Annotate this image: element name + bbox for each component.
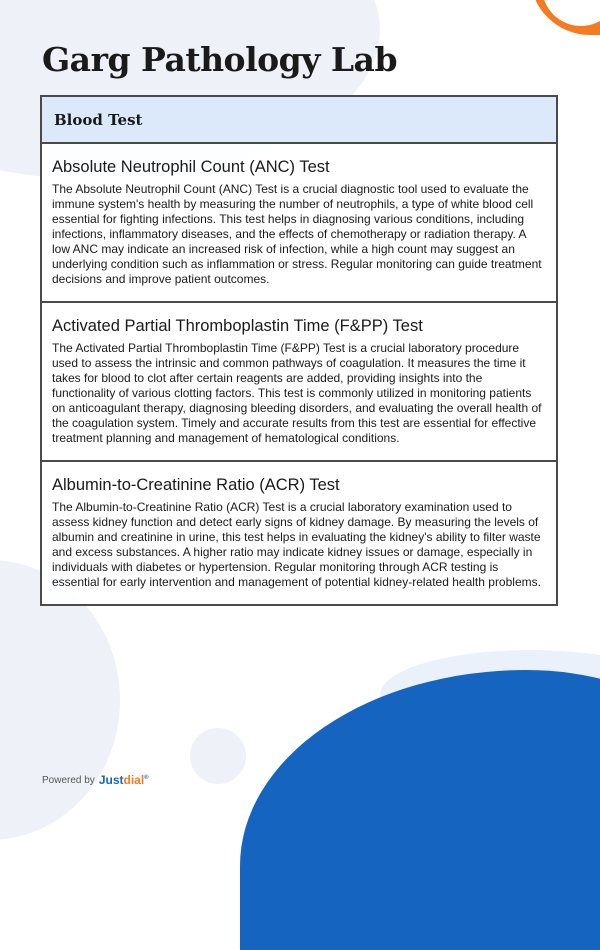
page-title: Garg Pathology Lab [42,40,398,79]
brand-accent: dial [123,773,145,787]
background-wave [240,670,600,950]
test-name: Absolute Neutrophil Count (ANC) Test [52,158,330,176]
powered-by-label: Powered by [42,774,95,786]
test-table [40,95,558,606]
table-header: Blood Test [42,97,556,144]
test-description: The Activated Partial Thromboplastin Time (F&PP) Test is a crucial laboratory procedure used to assess the intrinsic and common pathways of coagulation. It measures the time it takes for blood to clot after certain reagents are added, providing insights into the functionality of various clotting factors. This test is commonly utilized in monitoring patients on anticoagulant therapy, diagnosing bleeding disorders, and evaluating the overall health of the coagulation system. Timely and accurate results from this test are essential for effective treatment planning and management of hematological conditions. [52,341,542,445]
test-name: Albumin-to-Creatinine Ratio (ACR) Test [52,476,340,494]
test-description: The Albumin-to-Creatinine Ratio (ACR) Test is a crucial laboratory examination used to assess kidney function and detect early signs of kidney damage. By measuring the levels of albumin and creatinine in urine, this test helps in evaluating the kidney's ability to filter waste and excess substances. A higher ratio may indicate kidney issues or damage, especially in individuals with diabetes or hypertension. Regular monitoring through ACR testing is essential for early intervention and management of potential kidney-related health problems. [52,500,541,589]
background-circle [190,728,246,784]
test-row [42,144,556,301]
justdial-logo-link[interactable] [99,773,149,787]
brand-name: Just [98,773,124,787]
brand-mark: ® [144,775,149,781]
test-row [42,301,556,460]
test-row [42,460,556,604]
test-description: The Absolute Neutrophil Count (ANC) Test is a crucial diagnostic tool used to evaluate the immune system's health by measuring the number of neutrophils, a type of white blood cell essential for fighting infections. This test helps in diagnosing various conditions, including infections, inflammatory diseases, and the effects of chemotherapy or radiation therapy. A low ANC may indicate an increased risk of infection, while a high count may suggest an underlying condition such as inflammation or stress. Regular monitoring can guide treatment decisions and improve patient outcomes. [52,182,542,286]
test-name: Activated Partial Thromboplastin Time (F&PP) Test [52,317,423,335]
footer [42,773,149,787]
